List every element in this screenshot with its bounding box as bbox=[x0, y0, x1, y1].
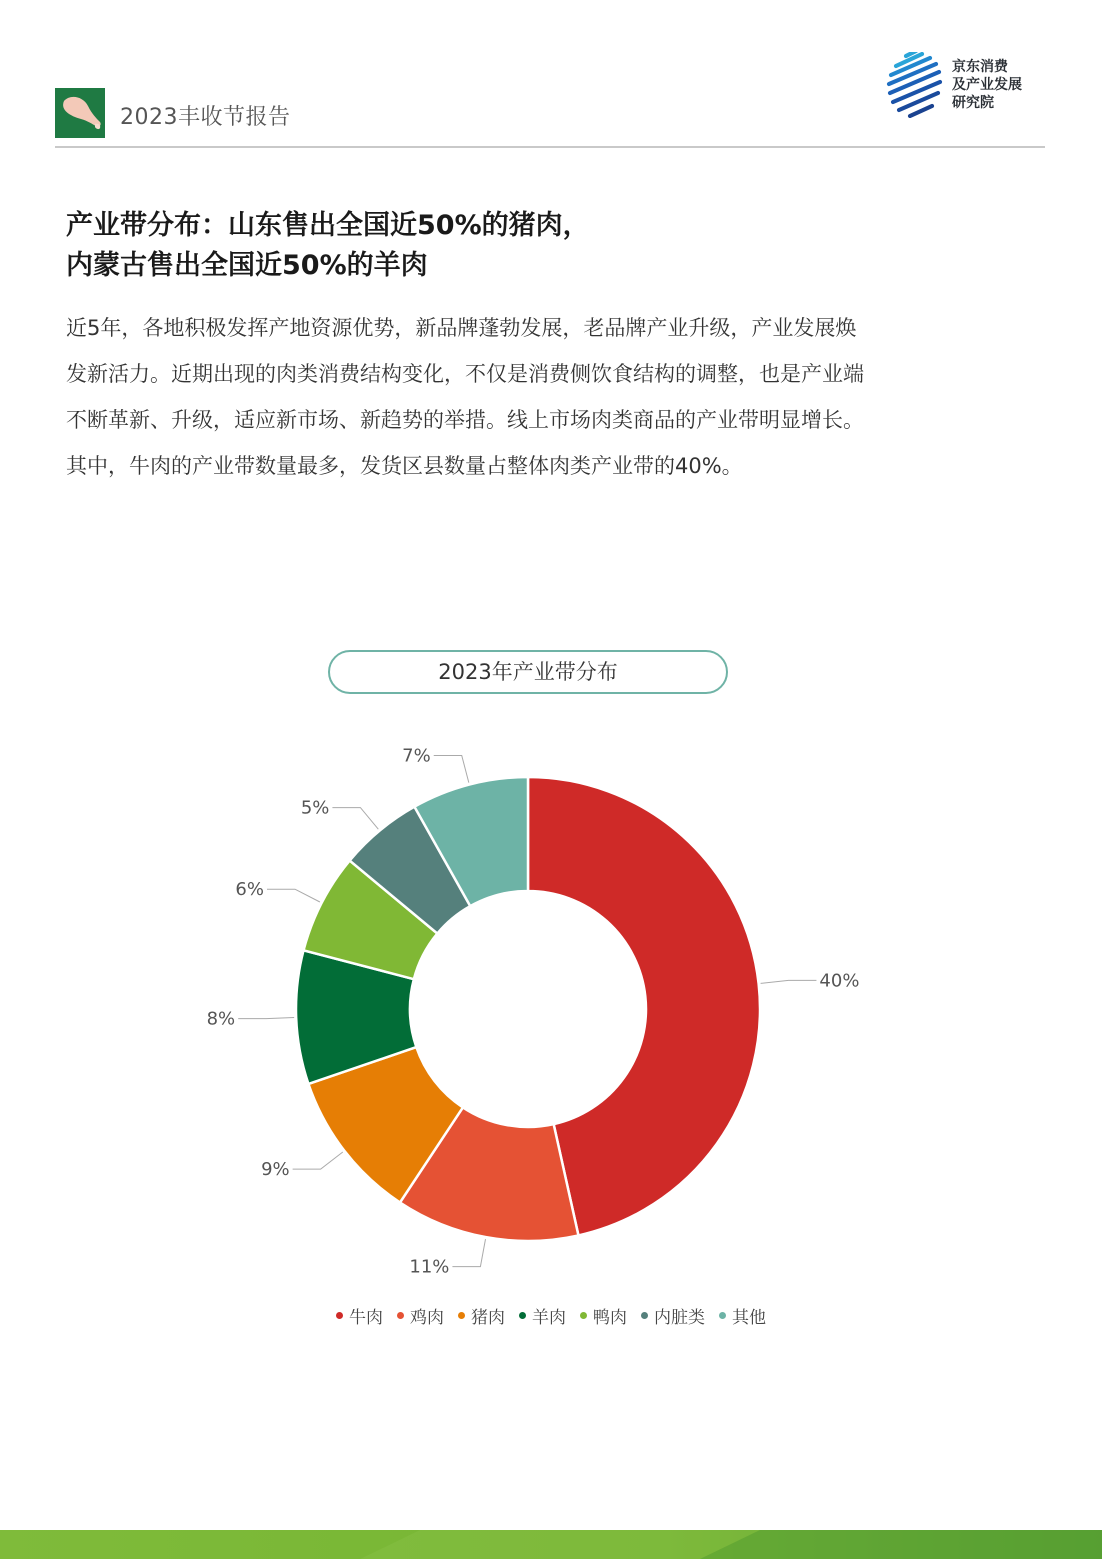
leader-line bbox=[332, 808, 378, 830]
legend-label: 鸭肉 bbox=[593, 1308, 627, 1328]
heading-line: 内蒙古售出全国近50%的羊肉 bbox=[66, 250, 428, 281]
legend-swatch bbox=[397, 1312, 404, 1319]
intro-line: 发新活力。近期出现的肉类消费结构变化，不仅是消费侧饮食结构的调整，也是产业端 bbox=[66, 362, 864, 386]
donut-chart bbox=[0, 720, 1102, 1340]
legend-swatch bbox=[580, 1312, 587, 1319]
data-label: 11% bbox=[409, 1256, 450, 1278]
legend-item bbox=[519, 1303, 566, 1328]
heading-line: 产业带分布：山东售出全国近50%的猪肉， bbox=[66, 210, 590, 241]
footer-band bbox=[0, 1530, 1102, 1559]
legend-item bbox=[641, 1303, 705, 1328]
leader-line bbox=[761, 980, 817, 983]
legend-item bbox=[719, 1303, 766, 1328]
legend-swatch bbox=[458, 1312, 465, 1319]
legend-swatch bbox=[336, 1312, 343, 1319]
leader-line bbox=[452, 1239, 485, 1267]
leader-line bbox=[238, 1018, 294, 1019]
data-label: 40% bbox=[819, 970, 860, 992]
section-heading bbox=[66, 206, 1046, 286]
intro-line: 不断革新、升级，适应新市场、新趋势的举措。线上市场肉类商品的产业带明显增长。 bbox=[66, 408, 864, 432]
intro-paragraph bbox=[66, 305, 1046, 489]
brand-line: 及产业发展 bbox=[952, 77, 1022, 93]
striped-logo-icon bbox=[886, 52, 946, 118]
chart-title: 2023年产业带分布 bbox=[328, 650, 728, 694]
legend-swatch bbox=[641, 1312, 648, 1319]
brand-name bbox=[952, 58, 1062, 112]
report-title: 2023丰收节报告 bbox=[120, 105, 291, 130]
leader-line bbox=[267, 889, 320, 902]
data-label: 9% bbox=[261, 1159, 290, 1181]
legend-label: 其他 bbox=[732, 1308, 766, 1328]
legend-item bbox=[336, 1303, 383, 1328]
legend-label: 牛肉 bbox=[349, 1308, 383, 1328]
legend-swatch bbox=[719, 1312, 726, 1319]
legend-item bbox=[397, 1303, 444, 1328]
leader-line bbox=[293, 1152, 343, 1169]
legend-label: 鸡肉 bbox=[410, 1308, 444, 1328]
brand-line: 京东消费 bbox=[952, 59, 1008, 75]
intro-line: 近5年，各地积极发挥产地资源优势，新品牌蓬勃发展，老品牌产业升级，产业发展焕 bbox=[66, 316, 857, 340]
data-label: 5% bbox=[300, 797, 330, 819]
legend-item bbox=[580, 1303, 627, 1328]
leader-line bbox=[434, 756, 469, 783]
legend-label: 猪肉 bbox=[471, 1308, 505, 1328]
data-label: 8% bbox=[206, 1008, 236, 1030]
legend-label: 内脏类 bbox=[654, 1308, 705, 1328]
data-label: 7% bbox=[402, 745, 431, 767]
legend-item bbox=[458, 1303, 505, 1328]
header-divider bbox=[55, 146, 1045, 148]
data-label: 6% bbox=[235, 879, 264, 901]
chicken-leg-icon bbox=[55, 88, 105, 138]
brand-line: 研究院 bbox=[952, 95, 994, 111]
legend-swatch bbox=[519, 1312, 526, 1319]
intro-line: 其中，牛肉的产业带数量最多，发货区县数量占整体肉类产业带的40%。 bbox=[66, 454, 743, 478]
legend-label: 羊肉 bbox=[532, 1308, 566, 1328]
chart-legend bbox=[0, 1303, 1102, 1328]
